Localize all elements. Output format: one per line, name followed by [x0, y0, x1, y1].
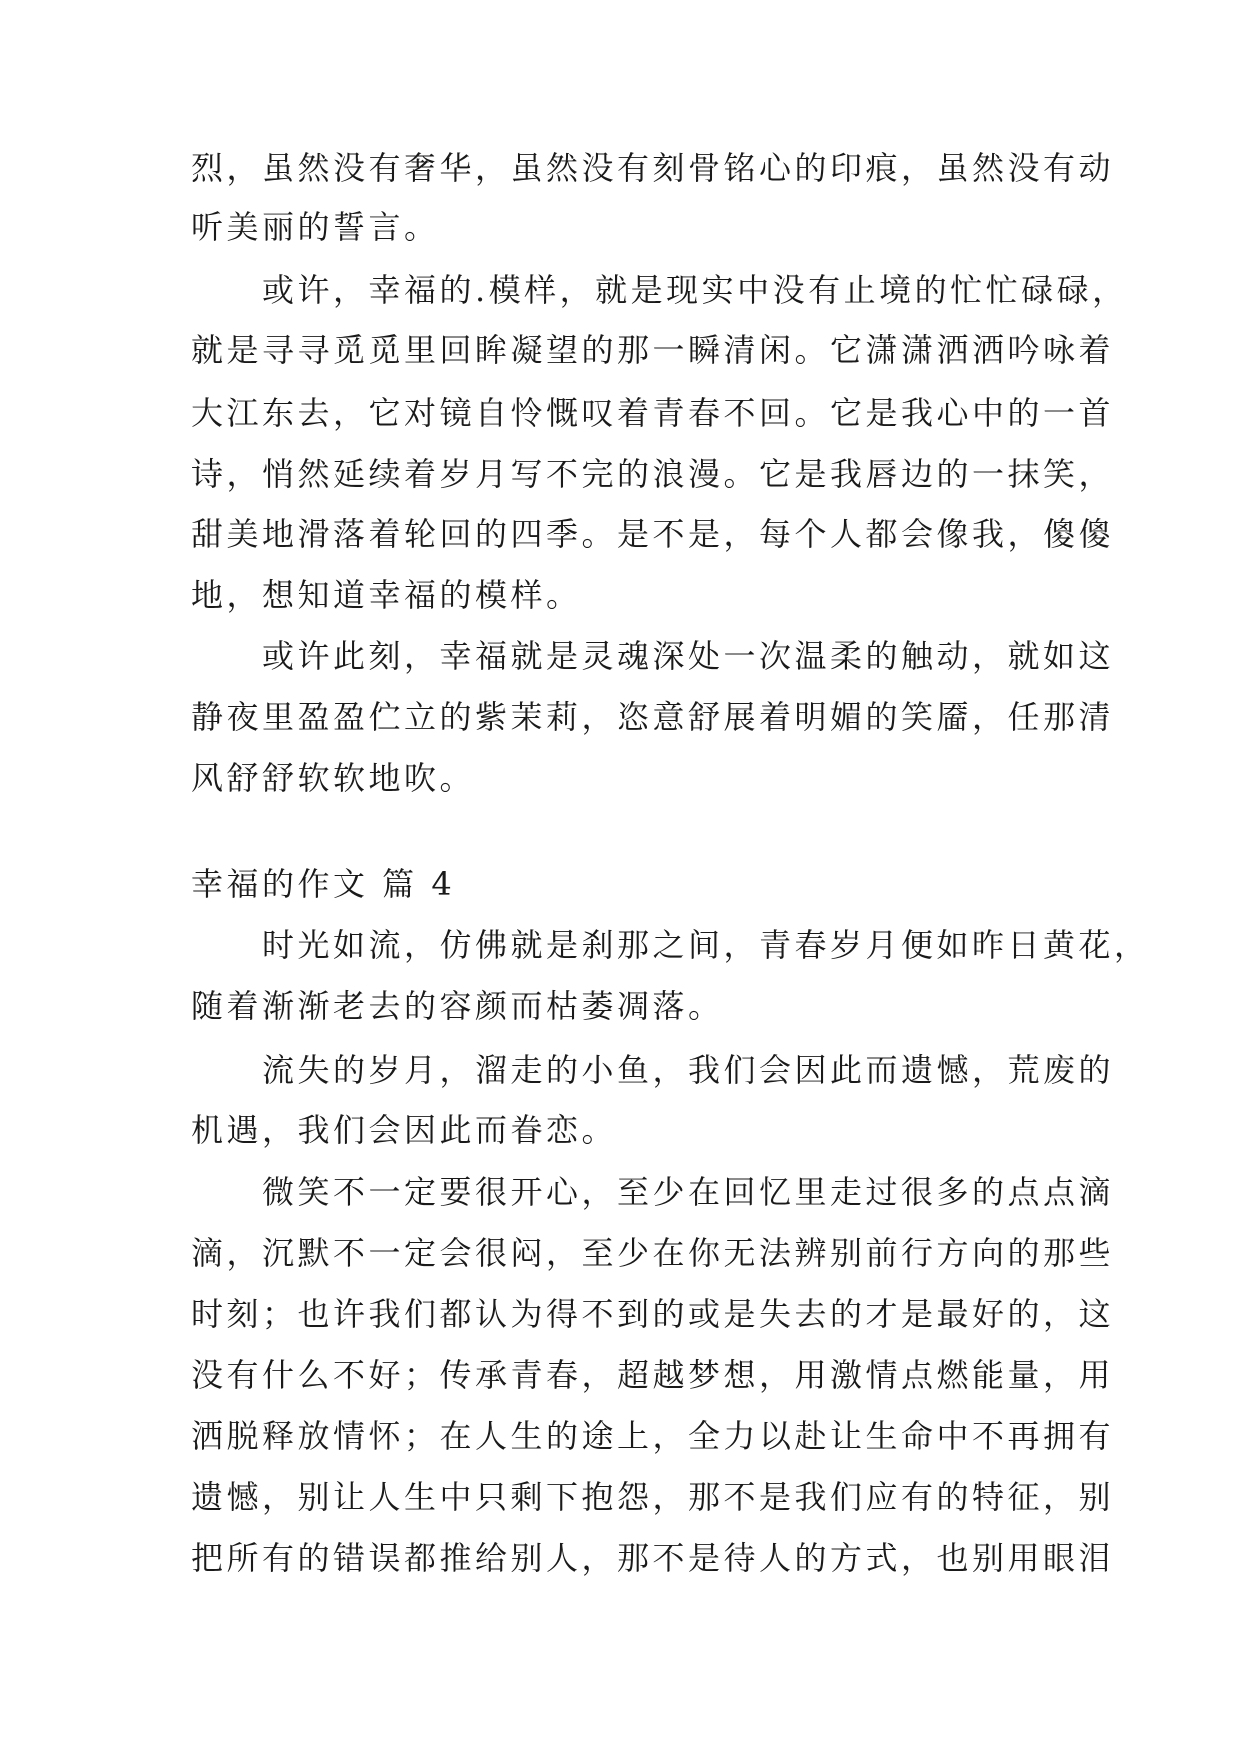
paragraph-line: 或许此刻，幸福就是灵魂深处一次温柔的触动，就如这	[191, 637, 1115, 675]
paragraph-line: 就是寻寻觅觅里回眸凝望的那一瞬清闲。它潇潇洒洒吟咏着	[191, 331, 1115, 369]
paragraph-line: 把所有的错误都推给别人，那不是待人的方式，也别用眼泪	[191, 1539, 1115, 1577]
paragraph-line: 流失的岁月，溜走的小鱼，我们会因此而遗憾，荒废的	[191, 1051, 1115, 1089]
paragraph-line: 遗憾，别让人生中只剩下抱怨，那不是我们应有的特征，别	[191, 1478, 1115, 1516]
paragraph-line: 或许，幸福的.模样，就是现实中没有止境的忙忙碌碌，	[191, 271, 1128, 309]
paragraph-line: 听美丽的誓言。	[191, 208, 440, 246]
paragraph-line: 滴，沉默不一定会很闷，至少在你无法辨别前行方向的那些	[191, 1234, 1115, 1272]
paragraph-line: 时光如流，仿佛就是刹那之间，青春岁月便如昨日黄花，	[191, 926, 1150, 964]
section-heading: 幸福的作文 篇 4	[191, 865, 456, 903]
paragraph-line: 微笑不一定要很开心，至少在回忆里走过很多的点点滴	[191, 1173, 1115, 1211]
paragraph-line: 静夜里盈盈伫立的紫茉莉，恣意舒展着明媚的笑靥，任那清	[191, 698, 1115, 736]
paragraph-line: 风舒舒软软地吹。	[191, 759, 476, 797]
paragraph-line: 甜美地滑落着轮回的四季。是不是，每个人都会像我，傻傻	[191, 515, 1115, 553]
paragraph-line: 烈，虽然没有奢华，虽然没有刻骨铭心的印痕，虽然没有动	[191, 149, 1115, 187]
paragraph-line: 大江东去，它对镜自怜慨叹着青春不回。它是我心中的一首	[191, 394, 1115, 432]
paragraph-line: 诗，悄然延续着岁月写不完的浪漫。它是我唇边的一抹笑，	[191, 455, 1115, 493]
paragraph-line: 洒脱释放情怀；在人生的途上，全力以赴让生命中不再拥有	[191, 1417, 1115, 1455]
paragraph-line: 时刻；也许我们都认为得不到的或是失去的才是最好的，这	[191, 1295, 1115, 1333]
paragraph-line: 机遇，我们会因此而眷恋。	[191, 1111, 618, 1149]
paragraph-line: 没有什么不好；传承青春，超越梦想，用激情点燃能量，用	[191, 1356, 1115, 1394]
paragraph-line: 随着渐渐老去的容颜而枯萎凋落。	[191, 987, 724, 1025]
paragraph-line: 地，想知道幸福的模样。	[191, 576, 582, 614]
